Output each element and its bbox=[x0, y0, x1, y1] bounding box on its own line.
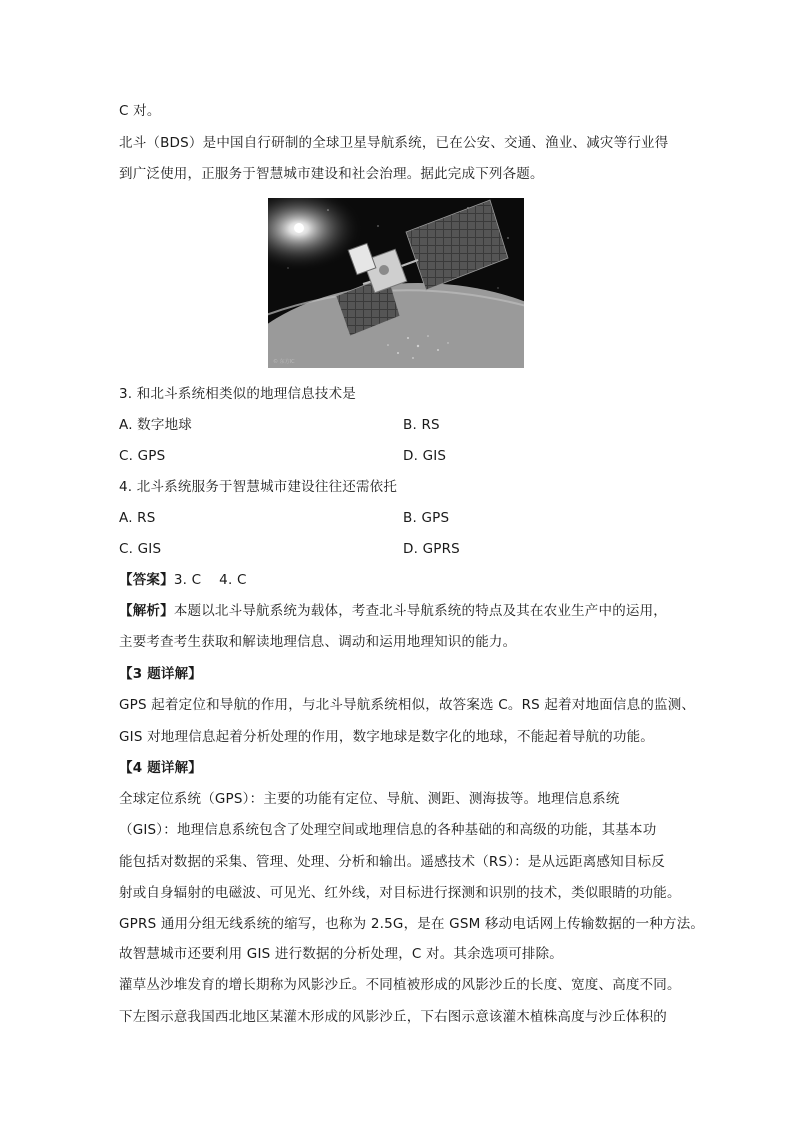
detail-4-heading: 【4 题详解】 bbox=[119, 760, 202, 776]
next-intro-line-1: 灌草丛沙堆发育的增长期称为风影沙丘。不同植被形成的风影沙丘的长度、宽度、高度不同。 bbox=[119, 977, 681, 993]
intro-line-1: 北斗（BDS）是中国自行研制的全球卫星导航系统，已在公安、交通、渔业、减灾等行业得 bbox=[119, 135, 669, 151]
detail-4-line-3: 能包括对数据的采集、管理、处理、分析和输出。遥感技术（RS）：是从远距离感知目标反 bbox=[119, 854, 665, 870]
analysis-label: 【解析】 bbox=[119, 603, 174, 619]
option-a: A. RS bbox=[119, 510, 156, 526]
option-d: D. GPRS bbox=[403, 541, 460, 557]
intro-line-2: 到广泛使用，正服务于智慧城市建设和社会治理。据此完成下列各题。 bbox=[119, 166, 544, 182]
option-b: B. RS bbox=[403, 417, 440, 433]
detail-3-line-2: GIS 对地理信息起着分析处理的作用，数字地球是数字化的地球，不能起着导航的功能。 bbox=[119, 729, 655, 745]
answer-line bbox=[119, 570, 247, 590]
sun bbox=[294, 223, 304, 233]
photo-watermark: © 东方IC bbox=[273, 359, 295, 365]
option-d: D. GIS bbox=[403, 448, 447, 464]
detail-3-line-1: GPS 起着定位和导航的作用，与北斗导航系统相似，故答案选 C。RS 起着对地面信息的监测、 bbox=[119, 697, 696, 713]
question-4-stem: 4. 北斗系统服务于智慧城市建设往往还需依托 bbox=[119, 479, 398, 495]
paragraph-line: C 对。 bbox=[119, 103, 161, 119]
analysis-text: 本题以北斗导航系统为载体，考查北斗导航系统的特点及其在农业生产中的运用， bbox=[173, 603, 668, 619]
option-a: A. 数字地球 bbox=[119, 417, 192, 433]
option-c: C. GIS bbox=[119, 541, 162, 557]
detail-4-line-1: 全球定位系统（GPS）：主要的功能有定位、导航、测距、测海拔等。地理信息系统 bbox=[119, 791, 620, 807]
answer-label: 【答案】 bbox=[119, 572, 174, 588]
detail-4-line-5: GPRS 通用分组无线系统的缩写，也称为 2.5G，是在 GSM 移动电话网上传输数据的一种方法。 bbox=[119, 916, 705, 932]
option-b: B. GPS bbox=[403, 510, 450, 526]
detail-4-line-2: （GIS）：地理信息系统包含了处理空间或地理信息的各种基础的和高级的功能，其基本功 bbox=[119, 822, 657, 838]
detail-4-line-4: 射或自身辐射的电磁波、可见光、红外线，对目标进行探测和识别的技术，类似眼睛的功能。 bbox=[119, 885, 681, 901]
next-intro-line-2: 下左图示意我国西北地区某灌木形成的风影沙丘，下右图示意该灌木植株高度与沙丘体积的 bbox=[119, 1009, 667, 1025]
detail-3-heading: 【3 题详解】 bbox=[119, 666, 202, 682]
satellite-photo bbox=[268, 198, 524, 368]
satellite-illustration bbox=[268, 198, 524, 368]
analysis-line-1 bbox=[119, 601, 667, 621]
analysis-line-2: 主要考查考生获取和解读地理信息、调动和运用地理知识的能力。 bbox=[119, 634, 517, 650]
question-3-stem: 3. 和北斗系统相类似的地理信息技术是 bbox=[119, 386, 356, 402]
detail-4-line-6: 故智慧城市还要利用 GIS 进行数据的分析处理，C 对。其余选项可排除。 bbox=[119, 946, 564, 962]
answer-text: 3. C 4. C bbox=[173, 572, 247, 588]
option-c: C. GPS bbox=[119, 448, 166, 464]
